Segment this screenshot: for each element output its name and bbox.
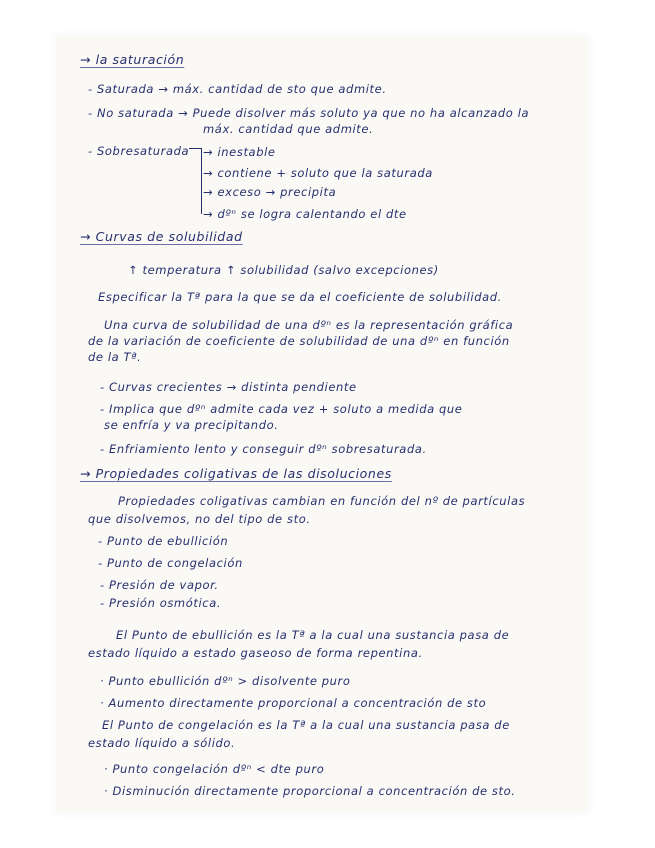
line-no-saturada-cont: máx. cantidad que admite. (203, 122, 374, 136)
line-implica-1: - Implica que dºⁿ admite cada vez + soluto a medida que (100, 402, 463, 416)
line-saturada: - Saturada → máx. cantidad de sto que admite. (88, 82, 387, 96)
line-implica-2: se enfría y va precipitando. (104, 418, 279, 432)
line-crecientes: - Curvas crecientes → distinta pendiente (100, 380, 357, 394)
bracket-line (201, 148, 202, 214)
para-ebullicion-1: El Punto de ebullición es la Tª a la cual una sustancia pasa de (116, 628, 510, 642)
line-no-saturada: - No saturada → Puede disolver más soluto ya que no ha alcanzado la (88, 106, 530, 120)
line-propiedades-1: Propiedades coligativas cambian en función del nº de partículas (118, 494, 526, 508)
list-ebullicion: - Punto de ebullición (98, 534, 229, 548)
branch-calentando: → dºⁿ se logra calentando el dte (203, 207, 407, 221)
line-propiedades-2: que disolvemos, no del tipo de sto. (88, 512, 311, 526)
list-presion-vapor: - Presión de vapor. (100, 578, 219, 592)
branch-contiene: → contiene + soluto que la saturada (203, 166, 433, 180)
bullet-ebullicion-1: · Punto ebullición dºⁿ > disolvente puro (100, 674, 351, 688)
bullet-congelacion-1: · Punto congelación dºⁿ < dte puro (104, 762, 325, 776)
line-temperatura: ↑ temperatura ↑ solubilidad (salvo excepciones) (128, 263, 439, 277)
para-congelacion-2: estado líquido a sólido. (88, 736, 236, 750)
heading-propiedades: → Propiedades coligativas de las disoluciones (80, 466, 392, 481)
para-congelacion-1: El Punto de congelación es la Tª a la cual una sustancia pasa de (102, 718, 510, 732)
bullet-ebullicion-2: · Aumento directamente proporcional a concentración de sto (100, 696, 487, 710)
bullet-congelacion-2: · Disminución directamente proporcional a concentración de sto. (104, 784, 516, 798)
line-sobresaturada: - Sobresaturada (88, 144, 190, 158)
line-curva-def-1: Una curva de solubilidad de una dºⁿ es la representación gráfica (104, 318, 514, 332)
heading-curvas: → Curvas de solubilidad (80, 229, 243, 244)
list-congelacion: - Punto de congelación (98, 556, 243, 570)
line-enfriamiento: - Enfriamiento lento y conseguir dºⁿ sobresaturada. (100, 442, 427, 456)
heading-saturacion: → la saturación (80, 52, 185, 67)
branch-exceso: → exceso → precipita (203, 185, 337, 199)
para-ebullicion-2: estado líquido a estado gaseoso de forma repentina. (88, 646, 423, 660)
line-curva-def-3: de la Tª. (88, 350, 142, 364)
line-especificar: Especificar la Tª para la que se da el coeficiente de solubilidad. (98, 290, 502, 304)
line-curva-def-2: de la variación de coeficiente de solubilidad de una dºⁿ en función (88, 334, 510, 348)
branch-inestable: → inestable (203, 145, 276, 159)
list-presion-osmotica: - Presión osmótica. (100, 596, 222, 610)
